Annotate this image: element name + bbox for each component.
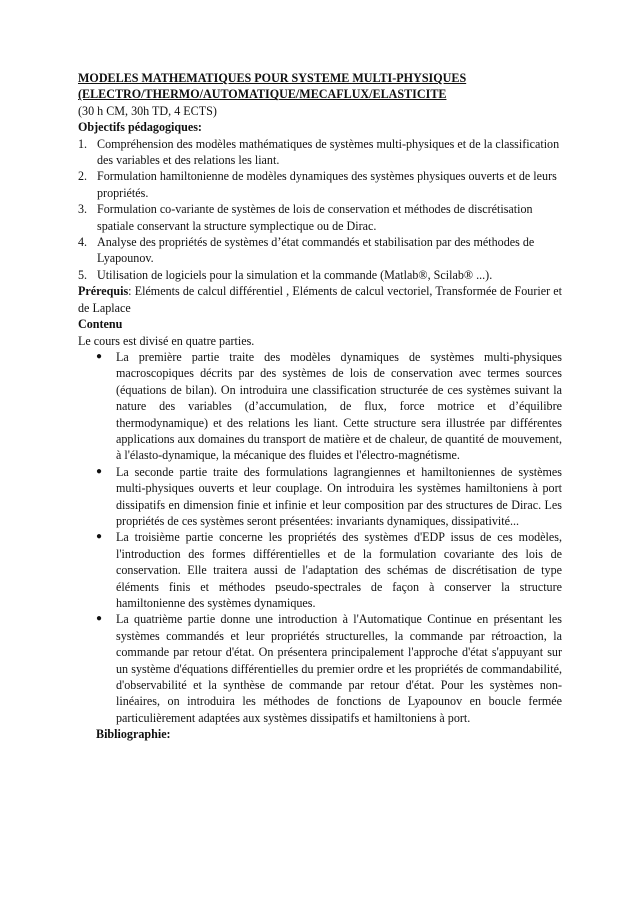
- objective-item: [78, 234, 562, 267]
- objective-item: [78, 267, 562, 283]
- objectives-list: [78, 136, 562, 284]
- part-item: [78, 529, 562, 611]
- bibliography-heading: Bibliographie:: [96, 727, 171, 742]
- objective-number: 3.: [78, 202, 88, 217]
- objective-number: 5.: [78, 267, 88, 282]
- part-text: La première partie traite des modèles dynamiques de systèmes multi-physiques macroscopiques décrits par des systèmes de lois de conservation avec termes sources (équations de bilan). On introduira une classification structurée de ces systèmes suivant la nature des variables (d’accumulation, de flux, force motrice et d’équilibre thermodynamique) et des relations les liant. Cette structure sera illustrée par différentes applications aux domaines du transport de matière et de chaleur, de quantité de mouvement, à l'élasto-dynamique, la mécanique des fluides et l'électro-magnétisme.: [116, 349, 562, 463]
- objective-item: [78, 168, 562, 201]
- content-heading: Contenu: [78, 317, 123, 332]
- course-title-line2: (ELECTRO/THERMO/AUTOMATIQUE/MECAFLUX/ELASTICITE: [78, 87, 447, 102]
- prerequisites-paragraph: [78, 283, 562, 316]
- part-item: [78, 611, 562, 726]
- part-text: La quatrième partie donne une introduction à l'Automatique Continue en présentant les systèmes commandés et leur propriétés structurelles, la commande par rétroaction, la commande par retour d'état. On présentera principalement l'approche d'état s'appuyant sur un système d'équations différentielles du premier ordre et les propriétés de commandabilité, d'observabilité et la synthèse de commande par retour d'état. Pour les systèmes non-linéaires, on introduira les méthodes de fonctions de Lyapounov en boucle fermée particulièrement adaptées aux systèmes dissipatifs et hamiltoniens à port.: [116, 612, 562, 725]
- objective-number: 2.: [78, 169, 88, 184]
- bullet-icon: ●: [96, 350, 103, 362]
- objective-number: 4.: [78, 235, 88, 250]
- bullet-icon: ●: [96, 465, 103, 477]
- objective-text: Utilisation de logiciels pour la simulation et la commande (Matlab®, Scilab® ...).: [97, 267, 493, 282]
- objectives-heading: Objectifs pédagogiques:: [78, 120, 202, 135]
- part-text: La seconde partie traite des formulations lagrangiennes et hamiltoniennes de systèmes multi-physiques ouverts et leur couplage. On introduira les systèmes hamiltoniens à port dissipatifs en dimension finie et infinie et leur composition par des structures de Dirac. Les propriétés de ces systèmes seront présentées: invariants dynamiques, dissipativité...: [116, 464, 562, 528]
- objective-text: Formulation hamiltonienne de modèles dynamiques des systèmes physiques ouverts et de leurs propriétés.: [97, 169, 557, 200]
- prerequisites-label: Prérequis: [78, 284, 129, 299]
- prerequisites-text: : Eléments de calcul différentiel , Eléments de calcul vectoriel, Transformée de Fourier et de Laplace: [78, 284, 562, 315]
- parts-list: [78, 349, 562, 726]
- part-text: La troisième partie concerne les propriétés des systèmes d'EDP issus de ces modèles, l'introduction des formes différentielles et de la formulation covariante des lois de conservation. Elle traitera aussi de l'adaptation des schémas de discrétisation de type éléments finis et méthodes pseudo-spectrales de façon à conserver la structure hamiltonienne des systèmes dynamiques.: [116, 530, 562, 610]
- part-item: [78, 464, 562, 530]
- bullet-icon: ●: [96, 531, 103, 543]
- document-page: [78, 70, 562, 743]
- bullet-icon: ●: [96, 613, 103, 625]
- objective-item: [78, 201, 562, 234]
- course-hours: (30 h CM, 30h TD, 4 ECTS): [78, 103, 217, 118]
- objective-item: [78, 136, 562, 169]
- course-title-line1: MODELES MATHEMATIQUES POUR SYSTEME MULTI-PHYSIQUES: [78, 71, 467, 85]
- objective-number: 1.: [78, 136, 88, 151]
- objective-text: Analyse des propriétés de systèmes d’état commandés et stabilisation par des méthodes de Lyapounov.: [97, 235, 535, 266]
- content-intro: Le cours est divisé en quatre parties.: [78, 333, 255, 348]
- objective-text: Formulation co-variante de systèmes de lois de conservation et méthodes de discrétisation spatiale conservant la structure symplectique ou de Dirac.: [97, 202, 533, 233]
- objective-text: Compréhension des modèles mathématiques de systèmes multi-physiques et de la classification des variables et des relations les liant.: [97, 136, 560, 168]
- part-item: [78, 349, 562, 464]
